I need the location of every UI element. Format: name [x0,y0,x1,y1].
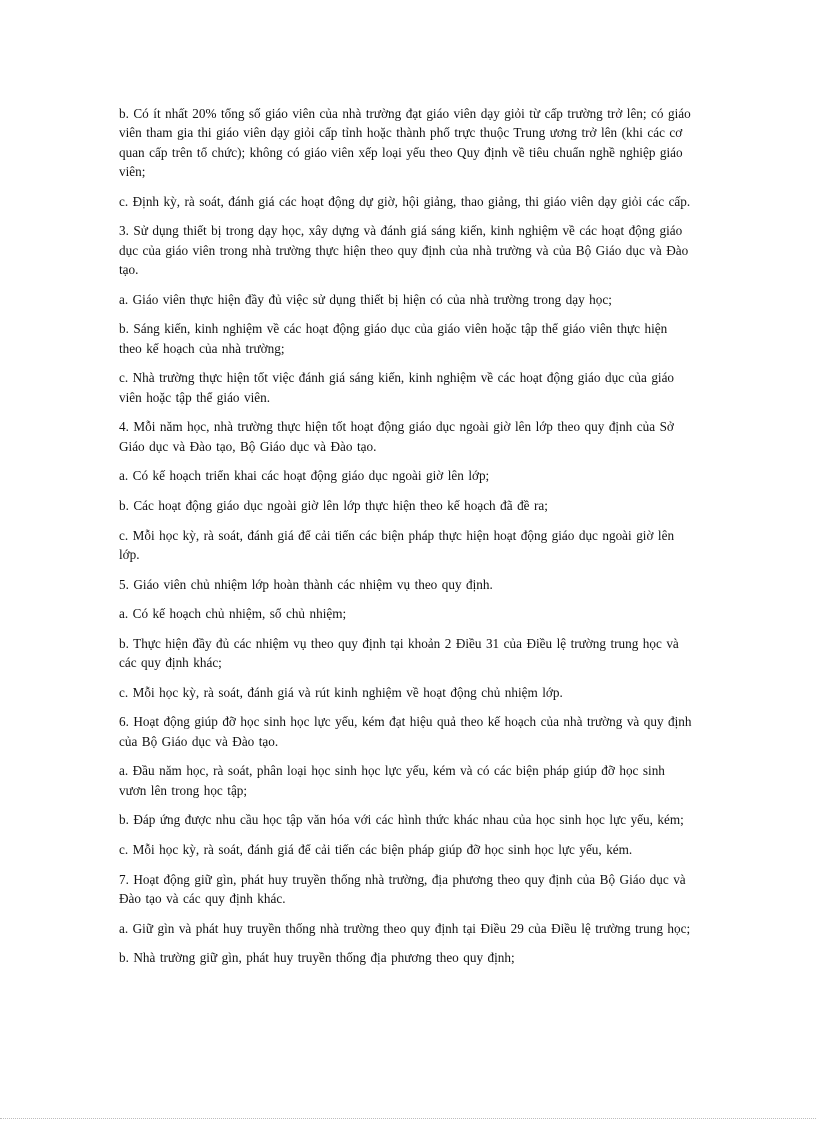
paragraph-criterion-6c: c. Mỗi học kỳ, rà soát, đánh giá để cải tiến các biện pháp giúp đỡ học sinh học lực yếu, kém. [119,841,633,857]
page-bottom-divider [0,1118,816,1119]
paragraph-criterion-7a: a. Giữ gìn và phát huy truyền thống nhà trường theo quy định tại Điều 29 của Điều lệ trường trung học; [119,920,691,936]
paragraph-criterion-4b: b. Các hoạt động giáo dục ngoài giờ lên lớp thực hiện theo kế hoạch đã đề ra; [119,498,548,513]
paragraph-criterion-5: 5. Giáo viên chủ nhiệm lớp hoàn thành các nhiệm vụ theo quy định. [119,576,493,592]
paragraph-criterion-4a: a. Có kế hoạch triển khai các hoạt động giáo dục ngoài giờ lên lớp; [119,468,490,484]
paragraph-criterion-6a: a. Đầu năm học, rà soát, phân loại học sinh học lực yếu, kém và có các biện pháp giúp đỡ học sinh vươn lên trong học tập; [119,763,665,798]
paragraph-criterion-3c: c. Nhà trường thực hiện tốt việc đánh giá sáng kiến, kinh nghiệm về các hoạt động giáo dục của giáo viên hoặc tập thể giáo viên. [119,370,675,405]
paragraph-criterion-2c: c. Định kỳ, rà soát, đánh giá các hoạt động dự giờ, hội giảng, thao giảng, thi giáo viên dạy giỏi các cấp. [119,193,691,209]
paragraph-criterion-7: 7. Hoạt động giữ gìn, phát huy truyền thống nhà trường, địa phương theo quy định của Bộ Giáo dục và Đào tạo và các quy định khác. [119,871,686,906]
document-body [119,104,694,978]
paragraph-criterion-5b: b. Thực hiện đầy đủ các nhiệm vụ theo quy định tại khoản 2 Điều 31 của Điều lệ trường trung học và các quy định khác; [119,635,679,671]
paragraph-criterion-6b: b. Đáp ứng được nhu cầu học tập văn hóa với các hình thức khác nhau của học sinh học lực yếu, kém; [119,812,684,828]
paragraph-criterion-6: 6. Hoạt động giúp đỡ học sinh học lực yếu, kém đạt hiệu quả theo kế hoạch của nhà trường và quy định của Bộ Giáo dục và Đào tạo. [119,714,692,749]
paragraph-criterion-3a: a. Giáo viên thực hiện đầy đủ việc sử dụng thiết bị hiện có của nhà trường trong dạy học; [119,291,612,307]
paragraph-criterion-2b: b. Có ít nhất 20% tổng số giáo viên của nhà trường đạt giáo viên dạy giỏi từ cấp trường trở lên; có giáo viên tham gia thi giáo viên dạy giỏi cấp tỉnh hoặc thành phố trực thuộc Trung ương trở lên (khi các cơ quan cấp trên tổ chức); không có giáo viên xếp loại yếu theo Quy định về tiêu chuẩn nghề nghiệp giáo viên; [119,106,691,180]
paragraph-criterion-3b: b. Sáng kiến, kinh nghiệm về các hoạt động giáo dục của giáo viên hoặc tập thể giáo viên thực hiện theo kế hoạch của nhà trường; [119,321,668,356]
paragraph-criterion-3: 3. Sử dụng thiết bị trong dạy học, xây dựng và đánh giá sáng kiến, kinh nghiệm về các hoạt động giáo dục của giáo viên trong nhà trường thực hiện theo quy định của nhà trường và của Bộ Giáo dục và Đào tạo. [119,223,689,278]
paragraph-criterion-4c: c. Mỗi học kỳ, rà soát, đánh giá để cải tiến các biện pháp thực hiện hoạt động giáo dục ngoài giờ lên lớp. [119,527,675,562]
paragraph-criterion-7b: b. Nhà trường giữ gìn, phát huy truyền thống địa phương theo quy định; [119,950,515,966]
paragraph-criterion-5c: c. Mỗi học kỳ, rà soát, đánh giá và rút kinh nghiệm về hoạt động chủ nhiệm lớp. [119,684,563,700]
paragraph-criterion-5a: a. Có kế hoạch chủ nhiệm, sổ chủ nhiệm; [119,606,347,622]
paragraph-criterion-4: 4. Mỗi năm học, nhà trường thực hiện tốt hoạt động giáo dục ngoài giờ lên lớp theo quy định của Sở Giáo dục và Đào tạo, Bộ Giáo dục và Đào tạo. [119,419,674,454]
